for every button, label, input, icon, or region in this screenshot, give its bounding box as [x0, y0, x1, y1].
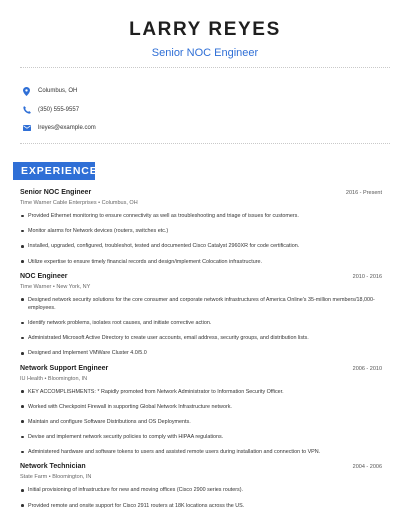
job-dates: 2016 - Present — [345, 190, 382, 196]
job-bullet: Monitor alarms for Network devices (routers, switches etc.) — [20, 227, 382, 235]
job-entry — [20, 189, 382, 266]
job-entry — [20, 273, 382, 358]
contact-location — [22, 82, 96, 101]
job-dates: 2004 - 2006 — [352, 464, 382, 471]
job-bullet: Installed, upgraded, configured, troubleshot, tested and documented Cisco Catalyst 2960XR for code certification. — [20, 242, 382, 250]
job-bullet: Devise and implement network security policies to comply with HIPAA regulations. — [20, 433, 382, 441]
job-employer: IU Health • Bloomington, IN — [20, 375, 88, 382]
job-bullet: Utilize expertise to ensure timely financial records and design/implement Colocation infrastructure. — [20, 258, 382, 266]
job-location: Bloomington, IN — [52, 474, 92, 481]
job-company: Time Warner Cable Enterprises — [20, 200, 97, 206]
mail-icon — [22, 124, 31, 133]
job-bullet: Identify network problems, isolates root causes, and initiate corrective action. — [20, 319, 382, 327]
resume-header — [0, 0, 410, 60]
phone-icon — [22, 105, 31, 114]
job-entry — [20, 365, 382, 457]
job-bullet: Provided Ethernet monitoring to ensure connectivity as well as troubleshooting and triage of issues for customers. — [20, 212, 382, 220]
job-title: Network Support Engineer — [20, 364, 109, 372]
job-bullet: Administrated Microsoft Active Directory to create user accounts, email address, security groups, and distribution lists. — [20, 334, 382, 342]
job-dates: 2010 - 2016 — [352, 273, 382, 280]
job-dates: 2006 - 2010 — [352, 365, 382, 372]
job-bullets — [20, 388, 382, 457]
job-company: Time Warner — [20, 283, 52, 290]
job-employer: Time Warner Cable Enterprises • Columbus, OH — [20, 200, 138, 206]
job-bullet: KEY ACCOMPLISHMENTS: * Rapidly promoted from Network Administrator to Information Security Officer. — [20, 388, 382, 396]
job-title: Network Technician — [20, 463, 86, 471]
job-company: IU Health — [20, 375, 43, 382]
job-location: New York, NY — [56, 283, 91, 290]
contact-location-text: Columbus, OH — [38, 88, 78, 95]
job-bullet: Administered hardware and software tokens to users and assisted remote users during installation and connection to VPN. — [20, 448, 382, 456]
contact-phone — [22, 101, 96, 120]
contact-email[interactable] — [22, 119, 96, 138]
job-location: Bloomington, IN — [47, 375, 88, 382]
candidate-name: LARRY REYES — [129, 19, 281, 40]
job-title: Senior NOC Engineer — [20, 189, 92, 196]
job-bullet: Worked with Checkpoint Firewall in supporting Global Network Infrastructure network. — [20, 403, 382, 411]
job-company: State Farm — [20, 474, 48, 481]
experience-section-heading: EXPERIENCE — [13, 162, 95, 180]
experience-list — [20, 189, 382, 517]
job-bullet: Designed and Implement VMWare Cluster 4.0/5.0 — [20, 349, 382, 357]
job-bullets — [20, 486, 382, 509]
job-bullet: Initial provisioning of infrastructure for new and moving offices (Cisco 2900 series routers). — [20, 486, 382, 494]
header-divider — [20, 67, 390, 68]
job-bullet: Provided remote and onsite support for Cisco 2911 routers at 18K locations across the US. — [20, 502, 382, 510]
job-title: NOC Engineer — [20, 272, 68, 280]
job-employer: State Farm • Bloomington, IN — [20, 474, 92, 481]
job-bullets — [20, 212, 382, 266]
job-employer: Time Warner • New York, NY — [20, 283, 91, 290]
location-pin-icon — [22, 87, 31, 96]
contact-phone-text: (350) 555-9557 — [38, 106, 80, 113]
job-bullet: Designed network security solutions for the core consumer and corporate network infrastructures of America Online's 35-million members/18,000-employees. — [20, 296, 382, 312]
job-bullets — [20, 296, 382, 358]
candidate-title: Senior NOC Engineer — [151, 47, 259, 59]
job-bullet: Maintain and configure Software Distributions and OS Deployments. — [20, 418, 382, 426]
job-entry — [20, 463, 382, 509]
contact-email-text[interactable]: lreyes@example.com — [38, 125, 96, 132]
job-location: Columbus, OH — [101, 200, 138, 206]
contact-list — [22, 82, 96, 138]
contact-divider — [20, 143, 390, 144]
